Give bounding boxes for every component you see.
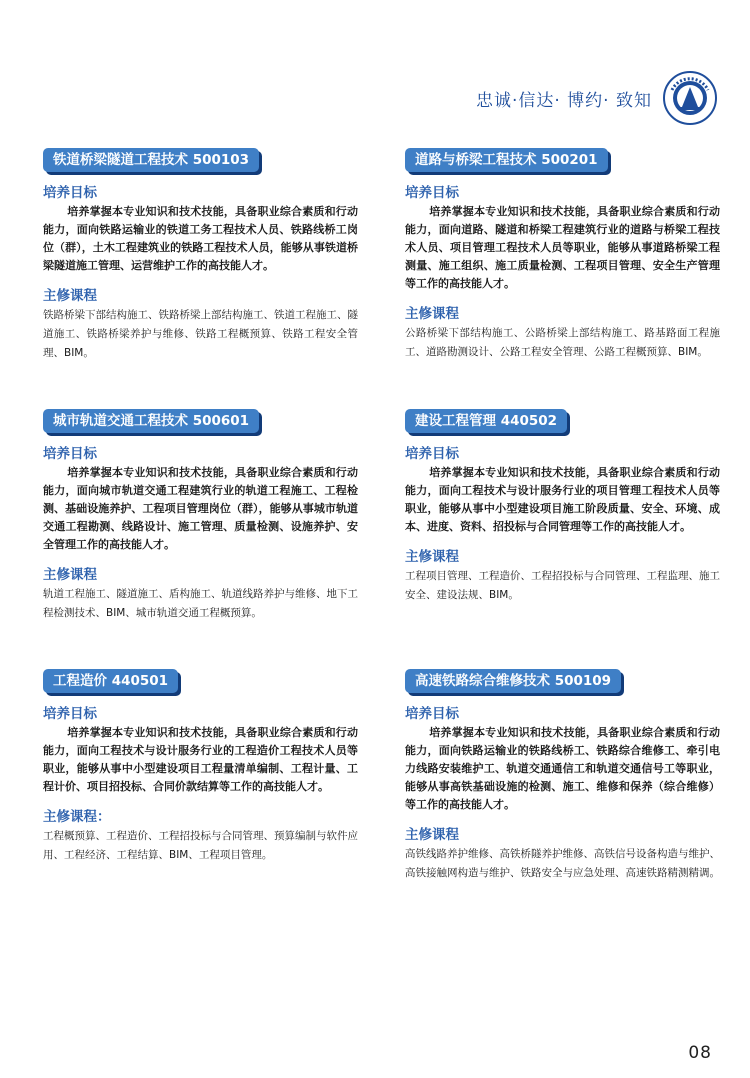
program-tag: 道路与桥梁工程技术 500201: [405, 148, 608, 172]
course-heading: 主修课程：: [43, 809, 111, 825]
goal-heading: 培养目标: [405, 446, 459, 462]
course-text: 高铁线路养护维修、高铁桥隧养护维修、高铁信号设备构造与维护、高铁接触网构造与维护、铁路安全与应急处理、高速铁路精测精调。: [405, 848, 720, 879]
program-tag: 高速铁路综合维修技术 500109: [405, 669, 621, 693]
course-text: 公路桥梁下部结构施工、公路桥梁上部结构施工、路基路面工程施工、道路勘测设计、公路工程安全管理、公路工程概预算、BIM。: [405, 327, 720, 358]
goal-body: 培养掌握本专业知识和技术技能，具备职业综合素质和行动能力，面向工程技术与设计服务行业的项目管理工程技术人员等职业，能够从事中小型建设项目施工阶段质量、安全、环境、成本、进度、资料、招投标与合同管理等工作的高技能人才。: [405, 466, 720, 533]
goal-heading: 培养目标: [43, 446, 97, 462]
program-tag: 工程造价 440501: [43, 669, 178, 693]
course-heading: 主修课程: [43, 567, 97, 583]
program-tag: 建设工程管理 440502: [405, 409, 567, 433]
goal-heading: 培养目标: [43, 185, 97, 201]
motto: 忠诚·信达· 博约· 致知: [475, 90, 652, 111]
goal-text: [43, 724, 358, 796]
goal-body: 培养掌握本专业知识和技术技能，具备职业综合素质和行动能力，面向工程技术与设计服务行业的工程造价工程技术人员等职业，能够从事中小型建设项目工程量清单编制、工程计量、工程计价、项目招投标、合同价款结算等工作的高技能人才。: [43, 726, 358, 793]
goal-body: 培养掌握本专业知识和技术技能，具备职业综合素质和行动能力，面向城市轨道交通工程建筑行业的轨道工程施工、工程检测、基础设施养护、工程项目管理岗位（群），能够从事城市轨道交通工程勘测、线路设计、施工管理、质量检测、设施养护、安全管理工作的高技能人才。: [43, 466, 358, 551]
program-card: [405, 669, 720, 883]
course-text: 工程概预算、工程造价、工程招投标与合同管理、预算编制与软件应用、工程经济、工程结算、BIM、工程项目管理。: [43, 830, 358, 861]
goal-body: 培养掌握本专业知识和技术技能，具备职业综合素质和行动能力，面向道路、隧道和桥梁工程建筑行业的道路与桥梁工程技术人员、项目管理工程技术人员等职业，能够从事道路桥梁工程测量、施工组织、施工质量检测、工程项目管理、安全生产管理等工作的高技能人才。: [405, 205, 720, 290]
program-card: [43, 148, 358, 363]
course-heading: 主修课程: [405, 306, 459, 322]
program-tag: 城市轨道交通工程技术 500601: [43, 409, 259, 433]
course-text: 工程项目管理、工程造价、工程招投标与合同管理、工程监理、施工安全、建设法规、BIM。: [405, 570, 720, 601]
program-card: [43, 409, 358, 623]
program-card: [405, 148, 720, 362]
goal-heading: 培养目标: [405, 185, 459, 201]
school-emblem-icon: [662, 70, 718, 126]
goal-text: [43, 464, 358, 554]
goal-text: [43, 203, 358, 275]
course-heading: 主修课程: [405, 827, 459, 843]
course-text: 轨道工程施工、隧道施工、盾构施工、轨道线路养护与维修、地下工程检测技术、BIM、城市轨道交通工程概预算。: [43, 588, 358, 619]
program-card: [43, 669, 358, 865]
goal-body: 培养掌握本专业知识和技术技能，具备职业综合素质和行动能力，面向铁路运输业的铁道工务工程技术人员、铁路线桥工岗位（群），土木工程建筑业的铁路工程技术人员，能够从事铁道桥梁隧道施工管理、运营维护工作的高技能人才。: [43, 205, 358, 272]
goal-text: [405, 464, 720, 536]
course-text: 铁路桥梁下部结构施工、铁路桥梁上部结构施工、铁道工程施工、隧道施工、铁路桥梁养护与维修、铁路工程概预算、铁路工程安全管理、BIM。: [43, 309, 358, 359]
goal-heading: 培养目标: [405, 706, 459, 722]
goal-body: 培养掌握本专业知识和技术技能，具备职业综合素质和行动能力，面向铁路运输业的铁路线桥工、铁路综合维修工、牵引电力线路安装维护工、轨道交通通信工和轨道交通信号工等职业，能够从事高铁基础设施的检测、施工、维修和保养（综合维修）等工作的高技能人才。: [405, 726, 720, 811]
course-heading: 主修课程: [405, 549, 459, 565]
goal-text: [405, 203, 720, 293]
program-card: [405, 409, 720, 605]
goal-heading: 培养目标: [43, 706, 97, 722]
course-heading: 主修课程: [43, 288, 97, 304]
page-number: 08: [688, 1043, 712, 1063]
program-tag: 铁道桥梁隧道工程技术 500103: [43, 148, 259, 172]
goal-text: [405, 724, 720, 814]
page-header: [476, 70, 718, 126]
